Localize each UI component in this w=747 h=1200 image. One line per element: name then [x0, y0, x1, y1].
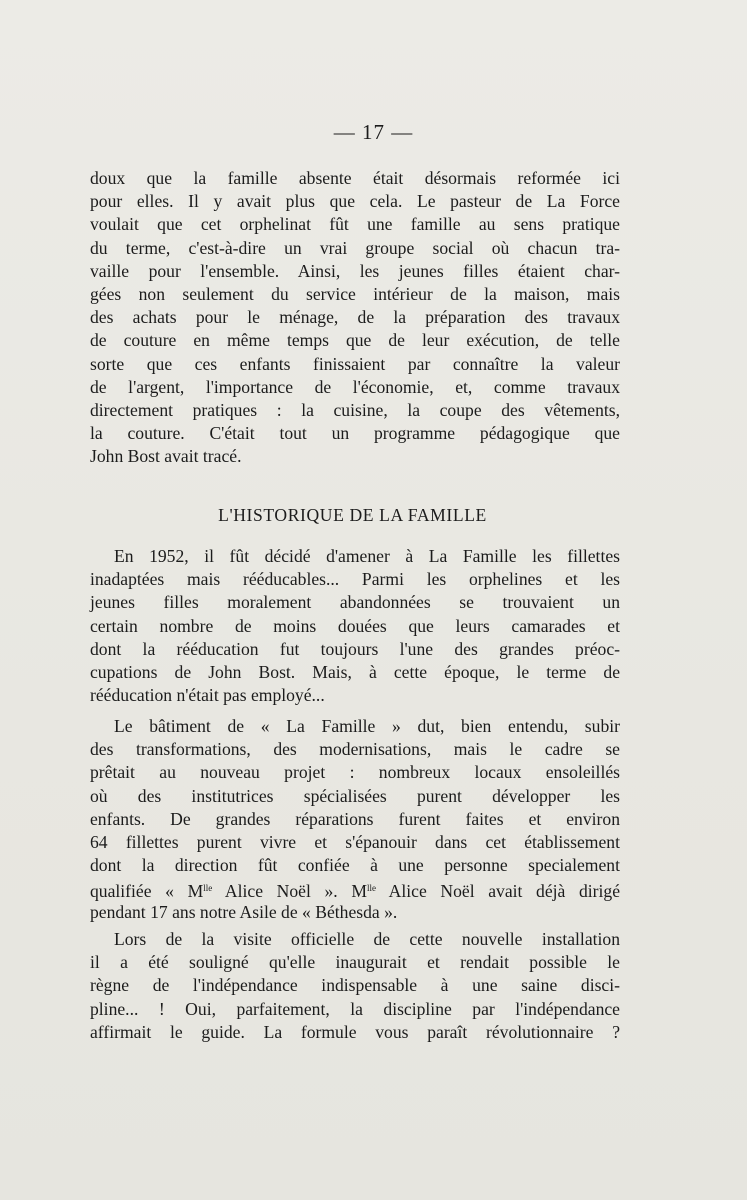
section-heading: L'HISTORIQUE DE LA FAMILLE — [218, 505, 487, 525]
text-line: affirmait le guide. La formule vous paraît révolutionnaire ? — [90, 1021, 620, 1042]
superscript: lle — [366, 883, 376, 894]
text-line: enfants. De grandes réparations furent faites et environ — [90, 808, 620, 829]
text-fragment: Alice Noël ». M — [212, 881, 367, 902]
text-line: du terme, c'est-à-dire un vrai groupe social où chacun tra- — [90, 237, 620, 258]
text-line: certain nombre de moins douées que leurs camarades et — [90, 615, 620, 636]
text-line: doux que la famille absente était désormais reformée ici — [90, 168, 620, 188]
text-line: cupations de John Bost. Mais, à cette époque, le terme de — [90, 661, 620, 682]
paragraph-1 — [90, 167, 620, 468]
text-line: rééducation n'était pas employé... — [90, 685, 325, 706]
superscript: lle — [203, 883, 213, 894]
text-line: des achats pour le ménage, de la préparation des travaux — [90, 307, 620, 328]
text-line: pendant 17 ans notre Asile de « Béthesda ». — [90, 901, 398, 922]
text-fragment: qualifiée « M — [90, 881, 204, 902]
text-line: inadaptées mais rééducables... Parmi les orphelines et les — [90, 569, 620, 590]
text-line: prêtait au nouveau projet : nombreux locaux ensoleillés — [90, 762, 620, 783]
text-line: la couture. C'était tout un programme pédagogique que — [90, 423, 620, 444]
text-line — [90, 877, 620, 900]
paragraph-2 — [90, 545, 620, 707]
text-line: de l'argent, l'importance de l'économie, et, comme travaux — [90, 376, 620, 397]
text-line: de couture en même temps que de leur exécution, de telle — [90, 330, 620, 351]
text-line: Lors de la visite officielle de cette nouvelle installation — [114, 929, 620, 949]
text-line: John Bost avait tracé. — [90, 446, 242, 467]
paragraph-3 — [90, 715, 620, 924]
text-line: En 1952, il fût décidé d'amener à La Famille les fillettes — [114, 546, 620, 566]
text-line: vaille pour l'ensemble. Ainsi, les jeunes filles étaient char- — [90, 260, 620, 281]
text-line: gées non seulement du service intérieur de la maison, mais — [90, 283, 620, 304]
text-line: il a été souligné qu'elle inaugurait et rendait possible le — [90, 952, 620, 973]
text-line: où des institutrices spécialisées purent développer les — [90, 785, 620, 806]
text-line: 64 fillettes purent vivre et s'épanouir dans cet établissement — [90, 831, 620, 852]
text-line: sorte que ces enfants finissaient par connaître la valeur — [90, 353, 620, 374]
text-line: directement pratiques : la cuisine, la coupe des vêtements, — [90, 399, 620, 420]
text-line: Le bâtiment de « La Famille » dut, bien entendu, subir — [114, 716, 620, 736]
text-line: dont la rééducation fut toujours l'une des grandes préoc- — [90, 638, 620, 659]
text-line: pline... ! Oui, parfaitement, la discipline par l'indépendance — [90, 998, 620, 1019]
text-line: voulait que cet orphelinat fût une famille au sens pratique — [90, 214, 620, 235]
text-line: règne de l'indépendance indispensable à une saine disci- — [90, 975, 620, 996]
text-line: des transformations, des modernisations, mais le cadre se — [90, 739, 620, 760]
text-line: pour elles. Il y avait plus que cela. Le pasteur de La Force — [90, 191, 620, 212]
page-number: — 17 — — [333, 120, 414, 144]
text-line: jeunes filles moralement abandonnées se trouvaient un — [90, 592, 620, 613]
text-fragment: Alice Noël avait déjà dirigé — [375, 881, 621, 902]
paragraph-4 — [90, 928, 620, 1044]
text-line: dont la direction fût confiée à une personne specialement — [90, 855, 620, 876]
